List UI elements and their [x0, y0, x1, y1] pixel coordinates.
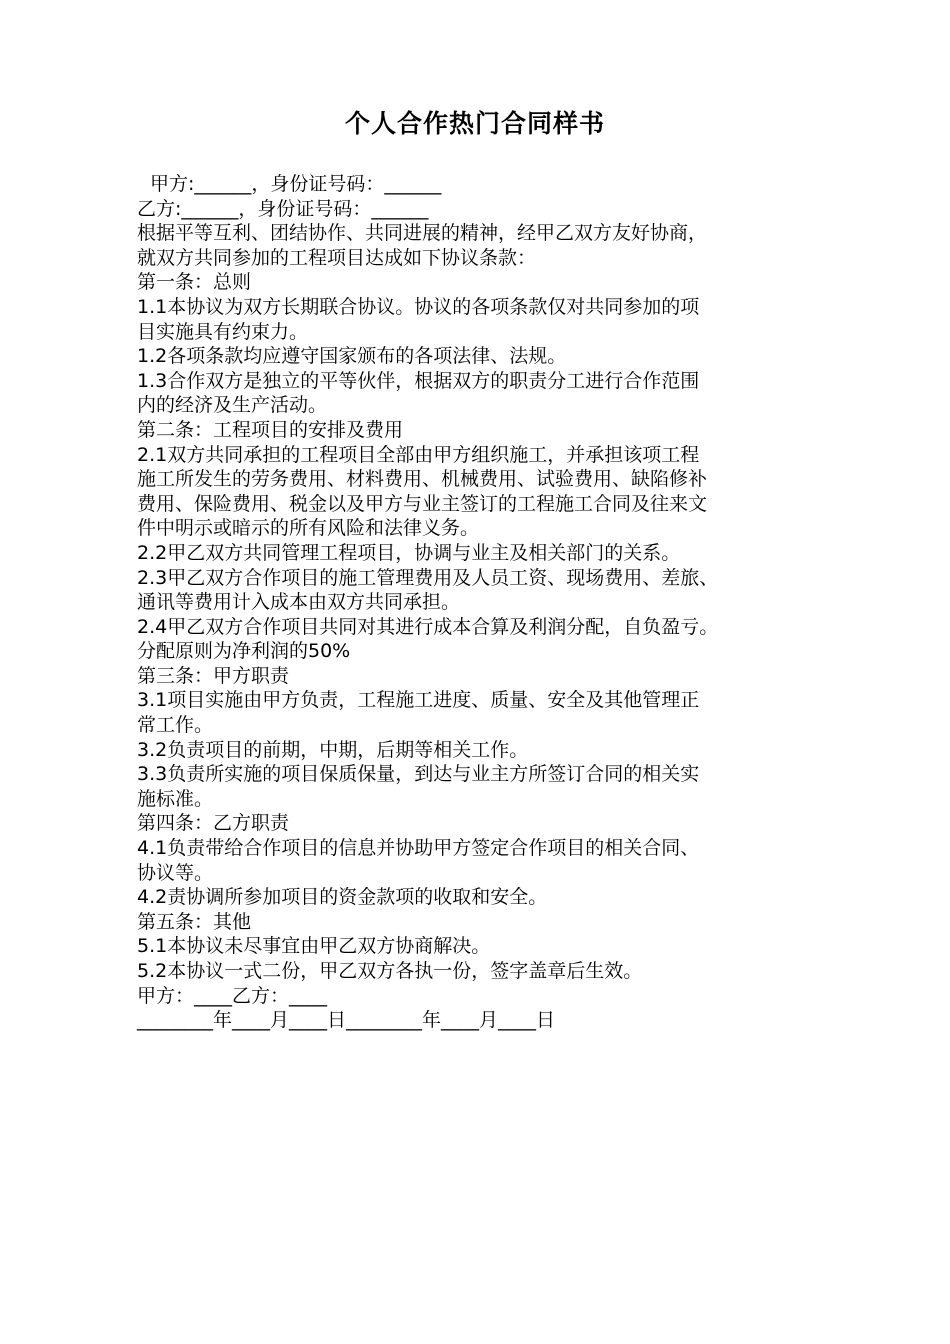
clause-line: 3.2负责项目的前期，中期，后期等相关工作。: [137, 738, 529, 761]
party-b-line: 乙方:______，身份证号码：______: [137, 197, 429, 220]
clause-line: 通讯等费用计入成本由双方共同承担。: [137, 591, 461, 614]
clause-line: 1.1本协议为双方长期联合协议。协议的各项条款仅对共同参加的项: [137, 295, 700, 318]
clause-line: 施工所发生的劳务费用、材料费用、机械费用、试验费用、缺陷修补: [137, 468, 708, 491]
document-body: [137, 172, 837, 1033]
clause-line: 1.3合作双方是独立的平等伙伴，根据双方的职责分工进行合作范围: [137, 369, 700, 392]
clause-line: 常工作。: [137, 714, 214, 737]
clause-line: 5.2本协议一式二份，甲乙双方各执一份，签字盖章后生效。: [137, 960, 643, 982]
preamble-line: 根据平等互利、团结协作、共同进展的精神，经甲乙双方友好协商，: [137, 222, 708, 245]
clause-line: 3.1项目实施由甲方负责，工程施工进度、质量、安全及其他管理正: [137, 689, 700, 712]
article-heading: 第四条：乙方职责: [137, 812, 290, 835]
article-heading: 第三条：甲方职责: [137, 664, 290, 687]
clause-line: 2.1双方共同承担的工程项目全部由甲方组织施工，并承担该项工程: [137, 443, 700, 466]
clause-line: 2.4甲乙双方合作项目共同对其进行成本合算及利润分配，自负盈亏。: [137, 615, 719, 638]
preamble-line: 就双方共同参加的工程项目达成如下协议条款：: [137, 246, 537, 269]
clause-line: 3.3负责所实施的项目保质保量，到达与业主方所签订合同的相关实: [137, 763, 700, 786]
clause-line: 2.3甲乙双方合作项目的施工管理费用及人员工资、现场费用、差旅、: [137, 566, 719, 589]
party-a-line: 甲方:______，身份证号码：______: [150, 173, 442, 195]
clause-line: 内的经济及生产活动。: [137, 394, 328, 417]
clause-line: 协议等。: [137, 861, 214, 884]
clause-line: 2.2甲乙双方共同管理工程项目，协调与业主及相关部门的关系。: [137, 541, 681, 564]
article-heading: 第一条：总则: [137, 271, 252, 294]
document-title: 个人合作热门合同样书: [344, 109, 605, 138]
signature-line: 甲方：____乙方：____: [137, 984, 328, 1007]
clause-line: 施标准。: [137, 787, 214, 810]
clause-line: 1.2各项条款均应遵守国家颁布的各项法律、法规。: [137, 345, 567, 368]
clause-line: 4.1负责带给合作项目的信息并协助甲方签定合作项目的相关合同、: [137, 837, 700, 860]
clause-line: 目实施具有约束力。: [137, 320, 309, 343]
date-line: ________年____月____日________年____月____日: [137, 1009, 556, 1032]
clause-line: 4.2责协调所参加项目的资金款项的收取和安全。: [137, 886, 548, 909]
clause-line: 费用、保险费用、税金以及甲方与业主签订的工程施工合同及往来文: [137, 492, 708, 515]
article-heading: 第二条：工程项目的安排及费用: [137, 418, 404, 441]
clause-line: 件中明示或暗示的所有风险和法律义务。: [137, 517, 480, 540]
article-heading: 第五条：其他: [137, 910, 252, 933]
clause-line: 5.1本协议未尽事宜由甲乙双方协商解决。: [137, 935, 491, 958]
clause-line: 分配原则为净利润的50%: [137, 640, 351, 663]
